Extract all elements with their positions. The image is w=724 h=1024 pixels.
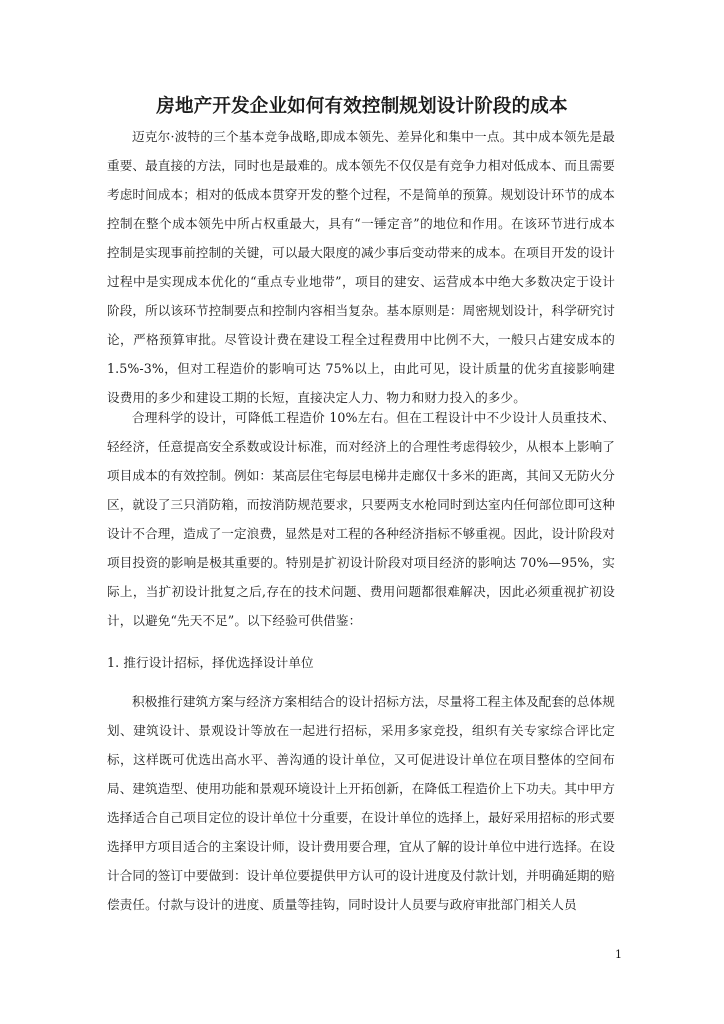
- section-heading: 1. 推行设计招标，择优选择设计单位: [107, 655, 314, 670]
- page-number: 1: [615, 948, 622, 961]
- body-paragraph: 迈克尔·波特的三个基本竞争战略,即成本领先、差异化和集中一点。其中成本领先是最重要、最直接的方法，同时也是最难的。成本领先不仅仅是有竞争力相对低成本、而且需要考虑时间成本；相对的低成本贯穿开发的整个过程，不是简单的预算。规划设计环节的成本控制在整个成本领先中所占权重最大，具有“一锤定音”的地位和作用。在该环节进行成本控制是实现事前控制的关键，可以最大限度的减少事后变动带来的成本。在项目开发的设计过程中是实现成本优化的“重点专业地带”，项目的建安、运营成本中绝大多数决定于设计阶段，所以该环节控制要点和控制内容相当复杂。基本原则是：周密规划设计，科学研究讨论，严格预算审批。尽管设计费在建设工程全过程费用中比例不大，一般只占建安成本的 1.5%-3%，但对工程造价的影响可达 75%以上，由此可见，设计质量的优劣直接影响建设费用的多少和建设工期的长短，直接决定人力、物力和财力投入的多少。: [107, 129, 615, 405]
- document-title: 房地产开发企业如何有效控制规划设计阶段的成本: [156, 96, 568, 117]
- body-paragraph: 合理科学的设计，可降低工程造价 10%左右。但在工程设计中不少设计人员重技术、轻经济，任意提高安全系数或设计标准，而对经济上的合理性考虑得较少，从根本上影响了项目成本的有效控制。例如：某高层住宅每层电梯井走廊仅十多米的距离，其间又无防火分区，就设了三只消防箱，而按消防规范要求，只要两支水枪同时到达室内任何部位即可这种设计不合理，造成了一定浪费，显然是对工程的各种经济指标不够重视。因此，设计阶段对项目投资的影响是极其重要的。特别是扩初设计阶段对项目经济的影响达 70%—95%，实际上，当扩初设计批复之后,存在的技术问题、费用问题都很难解决，因此必须重视扩初设计，以避免“先天不足”。以下经验可供借鉴：: [107, 410, 615, 628]
- body-paragraph: 积极推行建筑方案与经济方案相结合的设计招标方法，尽量将工程主体及配套的总体规划、建筑设计、景观设计等放在一起进行招标，采用多家竞投，组织有关专家综合评比定标，这样既可优选出高水平、善沟通的设计单位，又可促进设计单位在项目整体的空间布局、建筑造型、使用功能和景观环境设计上开拓创新，在降低工程造价上下功夫。其中甲方选择适合自己项目定位的设计单位十分重要，在设计单位的选择上，最好采用招标的形式要选择甲方项目适合的主案设计师，设计费用要合理，宜从了解的设计单位中进行选择。在设计合同的签订中要做到：设计单位要提供甲方认可的设计进度及付款计划，并明确延期的赔偿责任。付款与设计的进度、质量等挂钩，同时设计人员要与政府审批部门相关人员: [107, 694, 615, 912]
